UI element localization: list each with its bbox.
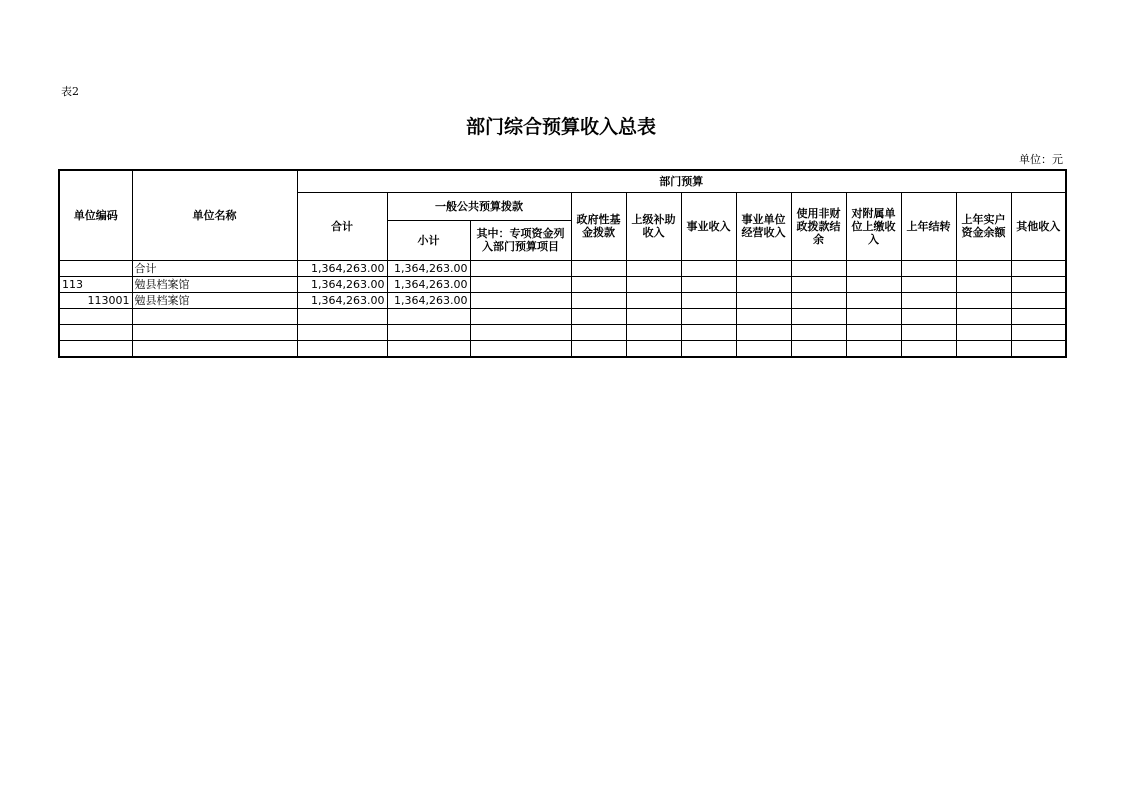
header-superior-subsidy: 上级补助收入 (626, 192, 681, 260)
header-operating-income: 事业单位经营收入 (736, 192, 791, 260)
table-row-empty (59, 340, 1066, 357)
cell-empty (736, 292, 791, 308)
cell-empty (791, 308, 846, 324)
header-special-funds: 其中：专项资金列入部门预算项目 (470, 220, 571, 260)
budget-table (58, 169, 1067, 358)
table-row (59, 260, 1066, 276)
cell-empty (681, 292, 736, 308)
header-total: 合计 (297, 192, 387, 260)
cell-empty (132, 340, 297, 357)
cell-empty (681, 276, 736, 292)
cell-empty (681, 308, 736, 324)
cell-empty (736, 324, 791, 340)
cell-empty (956, 276, 1011, 292)
cell-empty (736, 260, 791, 276)
cell-empty (901, 260, 956, 276)
cell-empty (571, 308, 626, 324)
cell-empty (626, 340, 681, 357)
header-non-fiscal: 使用非财政拨款结余 (791, 192, 846, 260)
cell-empty (626, 260, 681, 276)
cell-empty (132, 324, 297, 340)
cell-empty (956, 292, 1011, 308)
cell-empty (387, 340, 470, 357)
cell-empty (59, 340, 132, 357)
cell-total: 1,364,263.00 (297, 292, 387, 308)
cell-empty (681, 260, 736, 276)
cell-empty (791, 324, 846, 340)
header-carryover: 上年结转 (901, 192, 956, 260)
cell-empty (901, 292, 956, 308)
cell-empty (297, 324, 387, 340)
cell-empty (387, 308, 470, 324)
header-dept-budget: 部门预算 (297, 170, 1066, 192)
cell-empty (681, 340, 736, 357)
cell-empty (470, 260, 571, 276)
cell-empty (1011, 324, 1066, 340)
cell-empty (626, 276, 681, 292)
table-row-empty (59, 308, 1066, 324)
cell-empty (1011, 260, 1066, 276)
cell-empty (1011, 292, 1066, 308)
cell-total: 1,364,263.00 (297, 260, 387, 276)
cell-empty (846, 308, 901, 324)
cell-empty (901, 340, 956, 357)
cell-name: 勉县档案馆 (132, 292, 297, 308)
cell-empty (297, 340, 387, 357)
cell-empty (387, 324, 470, 340)
cell-empty (470, 292, 571, 308)
cell-empty (846, 324, 901, 340)
cell-empty (956, 340, 1011, 357)
header-unit-name: 单位名称 (132, 170, 297, 260)
cell-empty (736, 276, 791, 292)
header-general-public: 一般公共预算拨款 (387, 192, 571, 220)
cell-empty (59, 324, 132, 340)
header-unit-code: 单位编码 (59, 170, 132, 260)
cell-empty (736, 308, 791, 324)
cell-empty (901, 308, 956, 324)
cell-empty (1011, 276, 1066, 292)
header-gov-fund: 政府性基金拨款 (571, 192, 626, 260)
cell-empty (791, 260, 846, 276)
cell-empty (956, 324, 1011, 340)
cell-code (59, 260, 132, 276)
cell-name: 勉县档案馆 (132, 276, 297, 292)
cell-empty (297, 308, 387, 324)
cell-empty (791, 292, 846, 308)
cell-empty (956, 308, 1011, 324)
header-other-income: 其他收入 (1011, 192, 1066, 260)
header-business-income: 事业收入 (681, 192, 736, 260)
cell-subtotal: 1,364,263.00 (387, 292, 470, 308)
header-subtotal: 小计 (387, 220, 470, 260)
header-affiliated: 对附属单位上缴收入 (846, 192, 901, 260)
cell-empty (571, 276, 626, 292)
page-title: 部门综合预算收入总表 (465, 116, 656, 138)
cell-empty (571, 260, 626, 276)
cell-empty (901, 276, 956, 292)
table-row-empty (59, 324, 1066, 340)
cell-empty (470, 276, 571, 292)
table-row (59, 292, 1066, 308)
cell-empty (470, 324, 571, 340)
cell-subtotal: 1,364,263.00 (387, 260, 470, 276)
cell-empty (846, 276, 901, 292)
cell-empty (791, 340, 846, 357)
cell-empty (571, 292, 626, 308)
cell-empty (846, 340, 901, 357)
unit-label: 单位：元 (1019, 153, 1063, 166)
cell-empty (571, 340, 626, 357)
cell-empty (626, 324, 681, 340)
cell-empty (846, 260, 901, 276)
cell-empty (956, 260, 1011, 276)
cell-empty (791, 276, 846, 292)
cell-subtotal: 1,364,263.00 (387, 276, 470, 292)
cell-empty (470, 308, 571, 324)
cell-empty (901, 324, 956, 340)
cell-empty (736, 340, 791, 357)
table-code: 表2 (61, 85, 79, 98)
cell-total: 1,364,263.00 (297, 276, 387, 292)
cell-code: 113 (59, 276, 132, 292)
header-account-balance: 上年实户资金余额 (956, 192, 1011, 260)
table-row (59, 276, 1066, 292)
cell-empty (571, 324, 626, 340)
cell-empty (1011, 308, 1066, 324)
cell-name: 合计 (132, 260, 297, 276)
cell-empty (132, 308, 297, 324)
cell-empty (59, 308, 132, 324)
cell-code: 113001 (59, 292, 132, 308)
cell-empty (626, 292, 681, 308)
cell-empty (681, 324, 736, 340)
cell-empty (470, 340, 571, 357)
cell-empty (626, 308, 681, 324)
cell-empty (846, 292, 901, 308)
cell-empty (1011, 340, 1066, 357)
